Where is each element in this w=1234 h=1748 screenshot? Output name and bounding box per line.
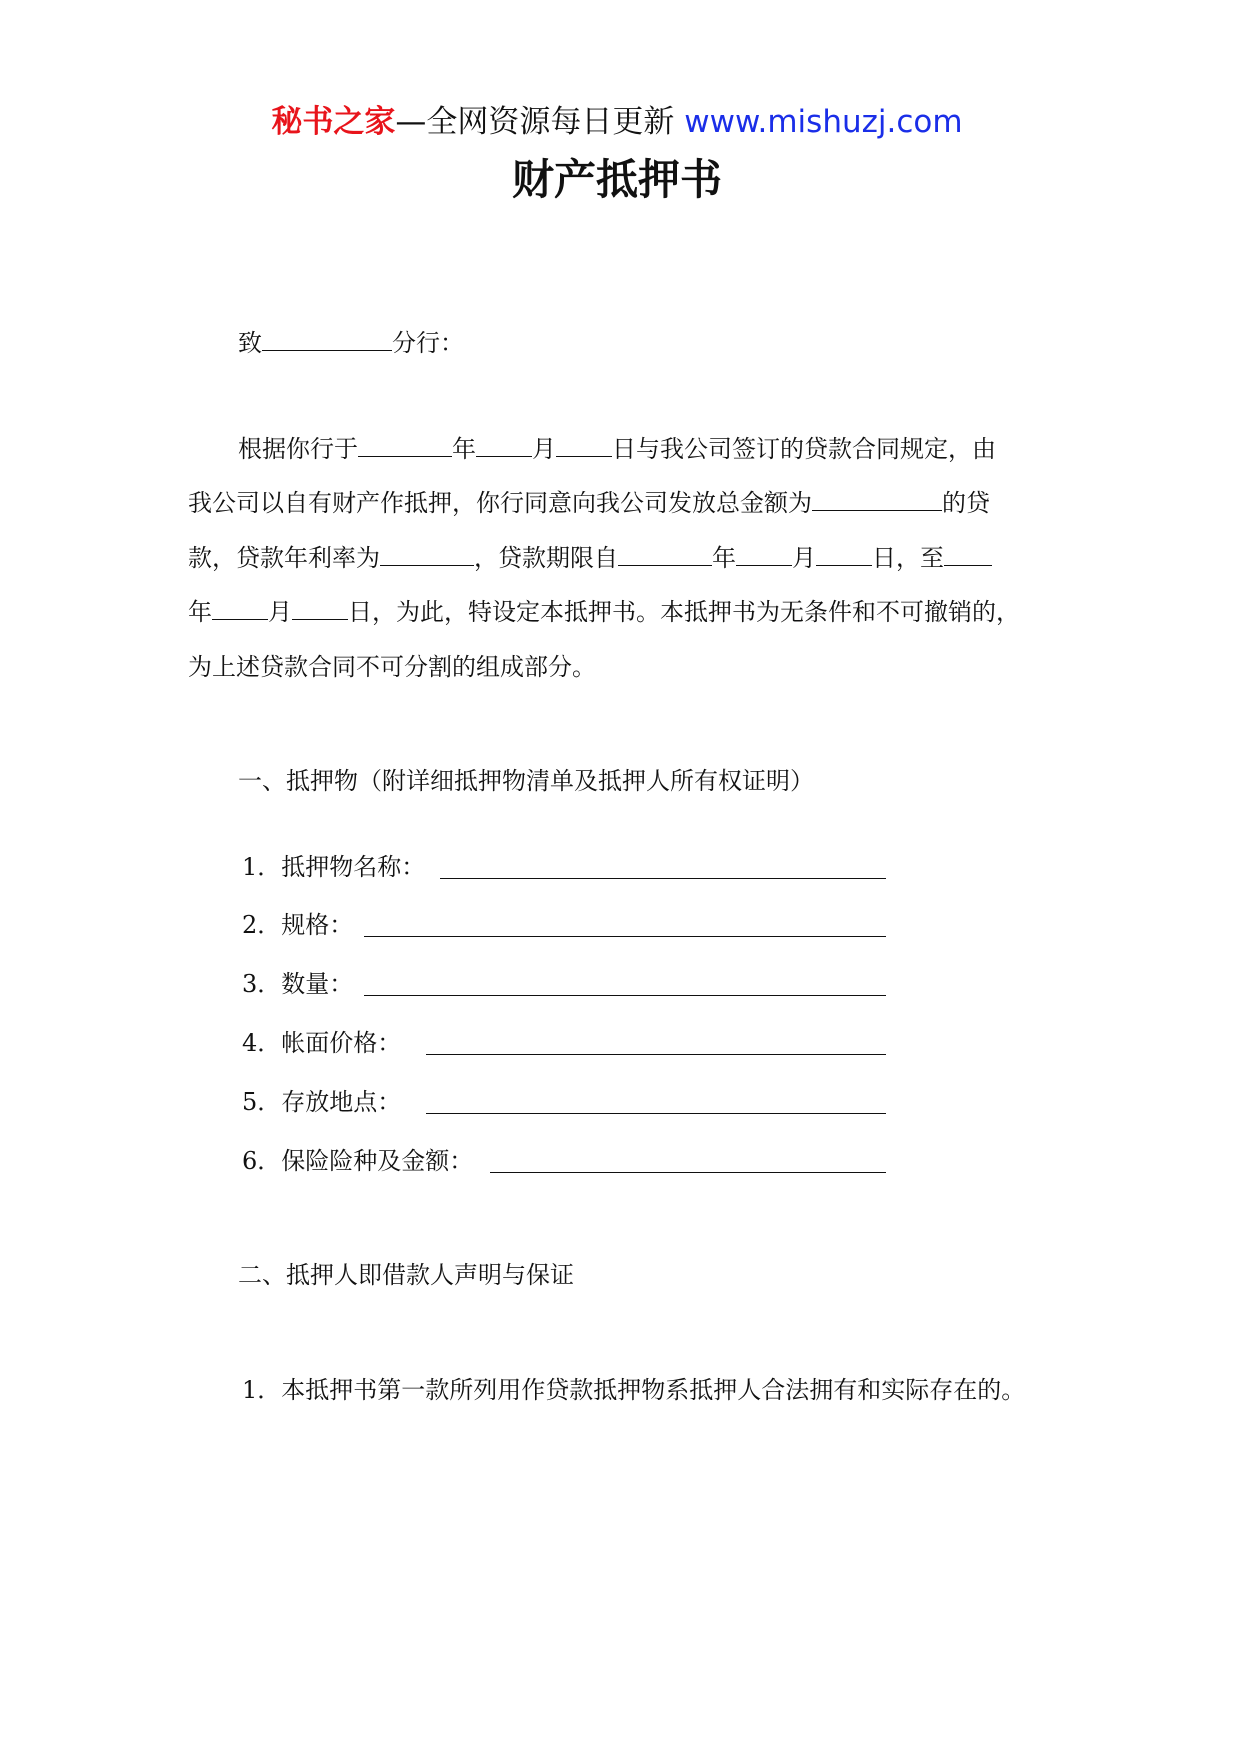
salutation-prefix: 致 <box>238 329 262 357</box>
contract-day-blank[interactable] <box>556 432 612 457</box>
end-month-blank[interactable] <box>212 595 268 620</box>
paragraph-line-4 <box>188 595 1020 629</box>
paragraph-line-1 <box>238 432 996 466</box>
text-segment: ，贷款期限自 <box>474 544 618 572</box>
salutation-suffix: 分行： <box>392 329 464 357</box>
item-number: 2． <box>242 911 282 939</box>
quantity-blank[interactable] <box>364 971 886 996</box>
spec-blank[interactable] <box>364 912 886 937</box>
text-segment: 月 <box>792 544 816 572</box>
site-header <box>0 100 1234 144</box>
text-segment: 年 <box>188 598 212 626</box>
text-segment: 我公司以自有财产作抵押，你行同意向我公司发放总金额为 <box>188 489 812 517</box>
document-title: 财产抵押书 <box>511 155 722 204</box>
header-url[interactable]: www.mishuzj.com <box>684 104 963 140</box>
paragraph-line-5: 为上述贷款合同不可分割的组成部分。 <box>188 653 596 681</box>
item-label: 存放地点： <box>281 1088 402 1116</box>
item-label: 保险险种及金额： <box>281 1147 474 1175</box>
text-segment: 的贷 <box>942 489 990 517</box>
end-day-blank[interactable] <box>292 595 348 620</box>
loan-amount-blank[interactable] <box>812 486 942 511</box>
brand-name: 秘书之家 <box>271 104 396 140</box>
item-label: 规格： <box>281 911 354 939</box>
text-segment: 根据你行于 <box>238 435 358 463</box>
item-text: 本抵押书第一款所列用作贷款抵押物系抵押人合法拥有和实际存在的。 <box>281 1376 1026 1404</box>
branch-blank[interactable] <box>262 326 392 351</box>
collateral-item-spec <box>242 908 353 942</box>
book-value-blank[interactable] <box>426 1030 886 1055</box>
insurance-blank[interactable] <box>490 1148 886 1173</box>
item-number: 6． <box>242 1147 282 1175</box>
text-segment: 年 <box>712 544 736 572</box>
end-year-blank[interactable] <box>944 541 992 566</box>
text-segment: 日，至 <box>872 544 944 572</box>
text-segment: 日与我公司签订的贷款合同规定，由 <box>612 435 996 463</box>
paragraph-line-3 <box>188 541 992 575</box>
contract-month-blank[interactable] <box>476 432 532 457</box>
collateral-item-name <box>242 850 425 884</box>
item-number: 4． <box>242 1029 282 1057</box>
item-number: 1． <box>242 1376 282 1404</box>
collateral-item-location <box>242 1085 401 1119</box>
text-segment: 月 <box>268 598 292 626</box>
item-number: 5． <box>242 1088 282 1116</box>
collateral-name-blank[interactable] <box>440 854 886 879</box>
collateral-item-insurance <box>242 1144 473 1178</box>
header-slogan: —全网资源每日更新 <box>395 104 685 140</box>
item-label: 抵押物名称： <box>281 853 426 881</box>
item-number: 1． <box>242 853 282 881</box>
section-2-heading: 二、抵押人即借款人声明与保证 <box>238 1261 574 1289</box>
section-1-heading: 一、抵押物（附详细抵押物清单及抵押人所有权证明） <box>238 767 814 795</box>
start-month-blank[interactable] <box>736 541 792 566</box>
interest-rate-blank[interactable] <box>380 541 474 566</box>
collateral-item-book-value <box>242 1026 401 1060</box>
text-segment: 日，为此，特设定本抵押书。本抵押书为无条件和不可撤销的， <box>348 598 1020 626</box>
item-label: 数量： <box>281 970 354 998</box>
text-segment: 款，贷款年利率为 <box>188 544 380 572</box>
paragraph-line-2 <box>188 486 990 520</box>
text-segment: 月 <box>532 435 556 463</box>
section-2-item-1 <box>242 1373 1025 1407</box>
start-day-blank[interactable] <box>816 541 872 566</box>
contract-year-blank[interactable] <box>358 432 452 457</box>
location-blank[interactable] <box>426 1089 886 1114</box>
item-label: 帐面价格： <box>281 1029 402 1057</box>
salutation <box>238 326 464 360</box>
item-number: 3． <box>242 970 282 998</box>
start-year-blank[interactable] <box>618 541 712 566</box>
collateral-item-quantity <box>242 967 353 1001</box>
text-segment: 年 <box>452 435 476 463</box>
